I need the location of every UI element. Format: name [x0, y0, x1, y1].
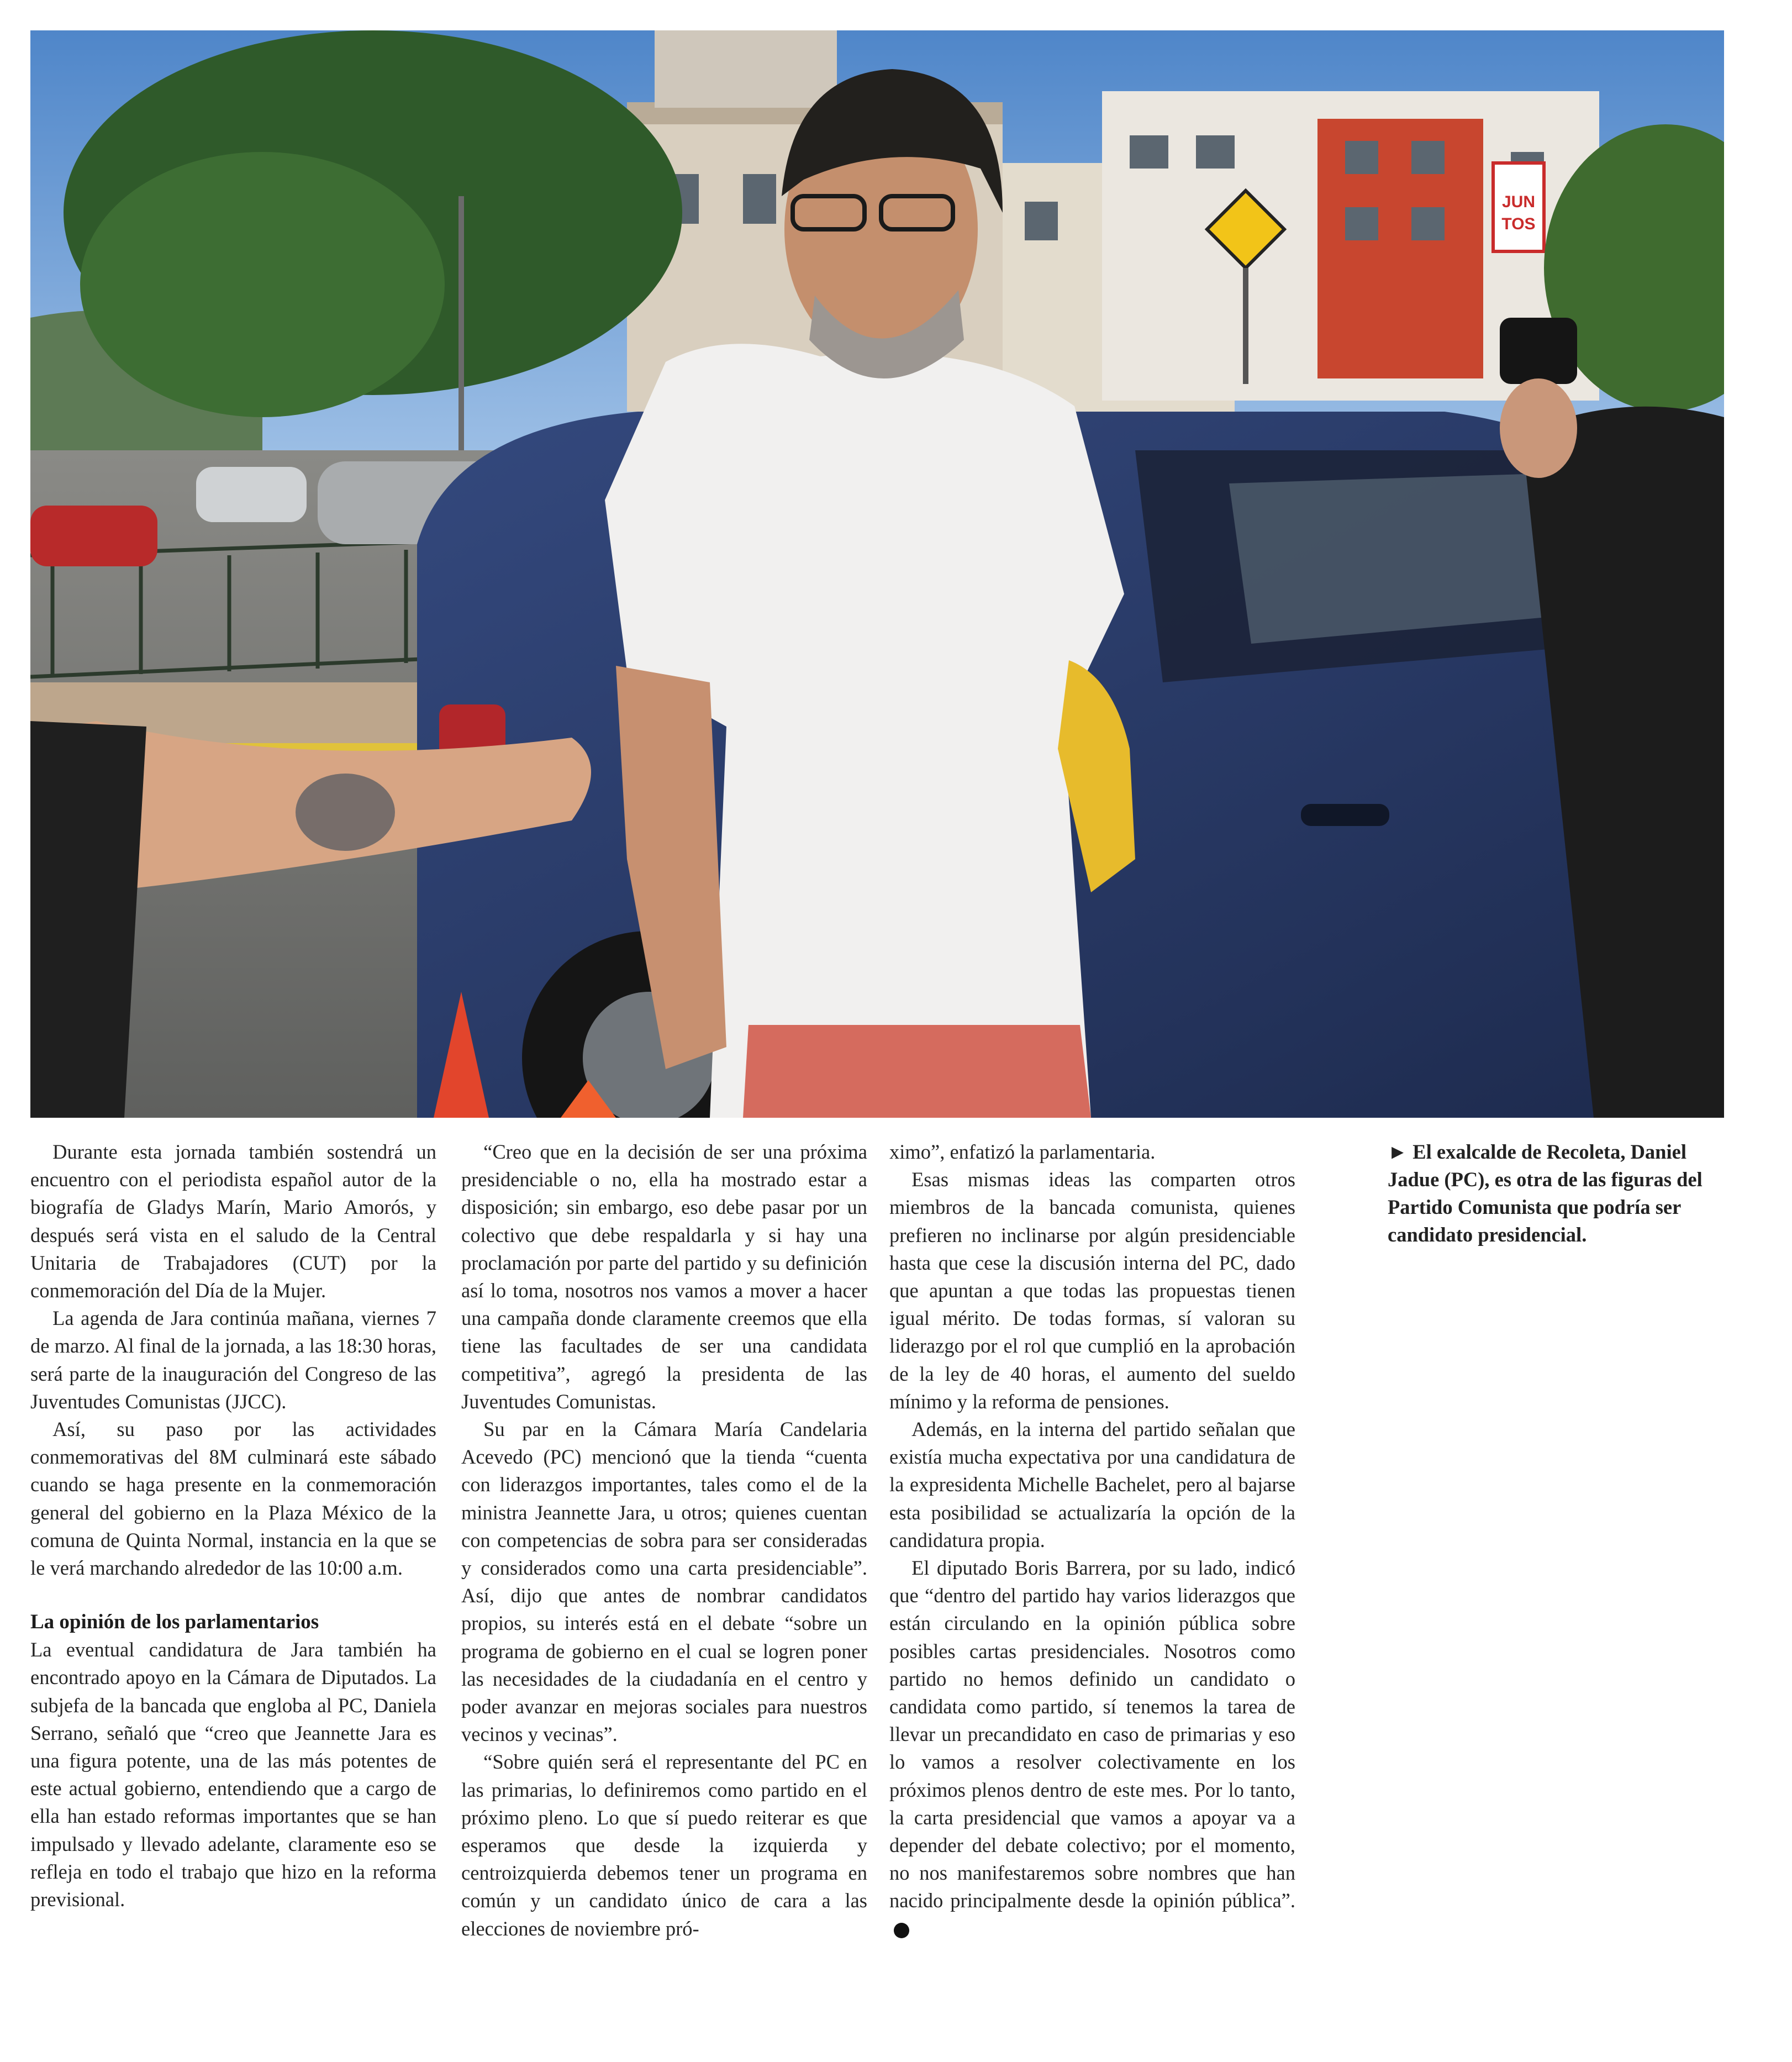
news-photo: [30, 30, 1724, 1118]
article-column-2: [461, 1138, 867, 1943]
section-heading: La opinión de los parlamentarios: [30, 1611, 319, 1634]
caption-marker-icon: ►: [1388, 1140, 1408, 1163]
paragraph: Además, en la interna del partido señalan que existía mucha expectativa por una candidatura de la expresidenta Michelle Bachelet, pero al bajarse esta posibilidad se actualizaría la opción de la candidatura propia.: [889, 1418, 1295, 1551]
caption-text: El exalcalde de Recoleta, Daniel Jadue (PC), es otra de las figuras del Partido Comunista que podría ser candidato presidencial.: [1388, 1140, 1703, 1246]
paragraph: Así, su paso por las actividades conmemorativas del 8M culminará este sábado cuando se haga presente en la conmemoración general del gobierno en la Plaza México de la comuna de Quinta Normal, instancia en la que se le verá marchando alrededor de las 10:00 a.m.: [30, 1418, 436, 1580]
paragraph: Su par en la Cámara María Candelaria Acevedo (PC) mencionó que la tienda “cuenta con liderazgos importantes, tales como el de la ministra Jeannette Jara, u otros; quienes cuentan con competencias de sobra para ser consideradas y considerados como una carta presidenciable”. Así, dijo que antes de nombrar candidatos propios, su interés está en el debate “sobre un programa de gobierno en el cual se logren poner las necesidades de la ciudadanía en el centro y poder avanzar en mejoras sociales para nuestros vecinos y vecinas”.: [461, 1418, 867, 1746]
article-column-3: [889, 1138, 1295, 1943]
svg-text:TOS: TOS: [1501, 215, 1536, 233]
paragraph: ximo”, enfatizó la parlamentaria.: [889, 1140, 1156, 1163]
photo-illustration: [30, 30, 1724, 1118]
article-column-1: [30, 1138, 436, 1913]
paragraph-text: El diputado Boris Barrera, por su lado, indicó que “dentro del partido hay varios liderazgos que están circulando en la opinión pública sobre posibles cartas presidenciales. Nosotros como partido no hemos definido un candidato o candidata como partido, sí tenemos la tarea de llevar un precandidato en caso de primarias y eso lo vamos a resolver colectivamente en los próximos plenos dentro de este mes. Por lo tanto, la carta presidencial que vamos a apoyar va a depender del debate colectivo; por el momento, no nos manifestaremos sobre nombres que han nacido principalmente desde la opinión pública”.: [889, 1556, 1295, 1912]
paragraph: [889, 1554, 1295, 1943]
svg-text:JUN: JUN: [1501, 193, 1536, 211]
photo-caption: [1388, 1138, 1718, 1249]
paragraph: Esas mismas ideas las comparten otros miembros de la bancada comunista, quienes prefieren no inclinarse por algún presidenciable hasta que cese la discusión interna del PC, dado que apuntan a que todas las propuestas tienen igual mérito. De todas formas, sí valoran su liderazgo por el rol que cumplió en la aprobación de la ley de 40 horas, el aumento del sueldo mínimo y la reforma de pensiones.: [889, 1168, 1295, 1413]
paragraph: “Sobre quién será el representante del PC en las primarias, lo definiremos como partido en el próximo pleno. Lo que sí puedo reiterar es que esperamos que desde la izquierda y centroizquierda debemos tener un programa en común y un candidato único de cara a las elecciones de noviembre pró-: [461, 1750, 867, 1940]
paragraph: La agenda de Jara continúa mañana, viernes 7 de marzo. Al final de la jornada, a las 18:30 horas, será parte de la inauguración del Congreso de las Juventudes Comunistas (JJCC).: [30, 1307, 436, 1413]
paragraph: Durante esta jornada también sostendrá un encuentro con el periodista español autor de la biografía de Gladys Marín, Mario Amorós, y después será vista en el saludo de la Central Unitaria de Trabajadores (CUT) por la conmemoración del Día de la Mujer.: [30, 1140, 436, 1302]
paragraph: La eventual candidatura de Jara también ha encontrado apoyo en la Cámara de Diputados. La subjefa de la bancada que engloba al PC, Daniela Serrano, señaló que “creo que Jeannette Jara es una figura potente, una de las más potentes de este actual gobierno, entendiendo que a cargo de ella han estado reformas importantes que se han impulsado y llevado adelante, claramente eso se refleja en todo el trabajo que hizo en la reforma previsional.: [30, 1638, 436, 1911]
paragraph: “Creo que en la decisión de ser una próxima presidenciable o no, ella ha mostrado estar a disposición; sin embargo, eso debe pasar por un colectivo que debe respaldarla y si hay una proclamación por parte del partido y su definición así lo toma, nosotros nos vamos a mover a hacer una campaña donde claramente creemos que ella tiene las facultades de ser una candidata competitiva”, agregó la presidenta de las Juventudes Comunistas.: [461, 1140, 867, 1413]
end-of-article-icon: [894, 1923, 909, 1938]
